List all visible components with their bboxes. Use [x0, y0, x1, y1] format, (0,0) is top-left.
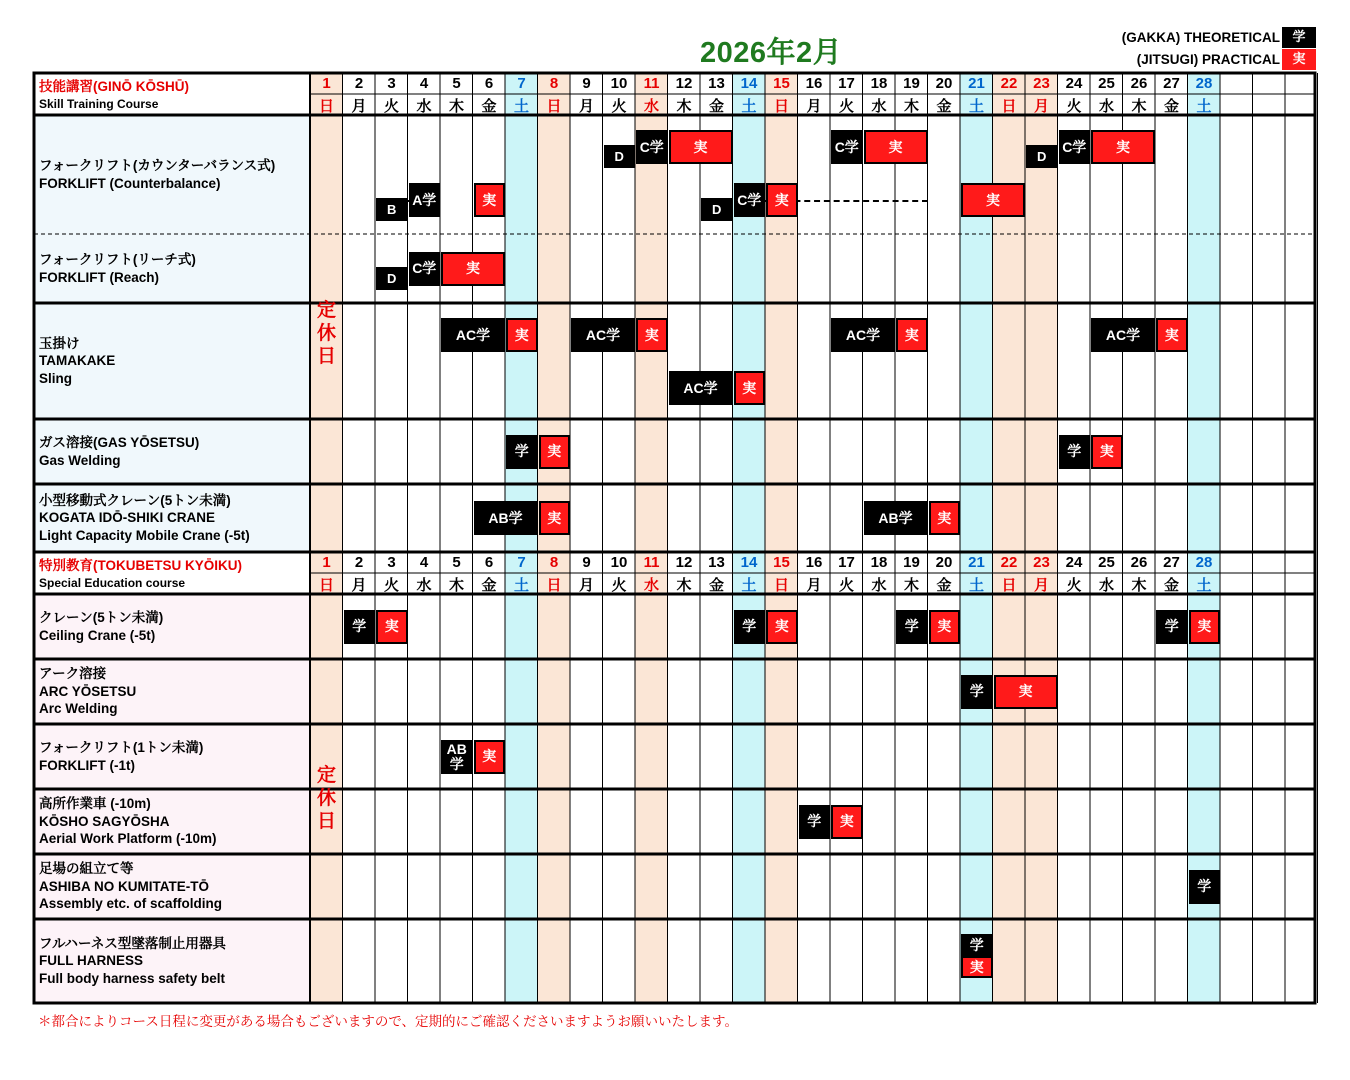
practical-block[interactable]: 実: [1189, 610, 1221, 644]
day-of-week: 水: [643, 98, 659, 115]
row-label-line: TAMAKAKE: [39, 353, 116, 369]
day-number: 13: [708, 75, 725, 92]
day-of-week: 月: [806, 577, 822, 594]
day-of-week: 水: [416, 577, 432, 594]
day-of-week: 月: [351, 577, 367, 594]
section-title-2: 特別教育(TOKUBETSU KYŌIKU): [39, 558, 243, 573]
theoretical-block[interactable]: AC学: [831, 318, 895, 352]
day-number: 20: [935, 554, 953, 571]
day-of-week: 月: [578, 98, 594, 115]
day-number: 18: [870, 554, 888, 571]
section-subtitle-2: Special Education course: [39, 576, 186, 590]
row-label-line: 玉掛け: [39, 335, 80, 351]
day-number: 14: [740, 554, 758, 571]
day-of-week: 水: [871, 577, 887, 594]
practical-block[interactable]: 実: [441, 252, 505, 286]
theoretical-block[interactable]: 学: [1059, 435, 1091, 469]
day-number: 16: [805, 75, 823, 92]
day-of-week: 木: [1131, 98, 1147, 115]
row-label-line: Light Capacity Mobile Crane (-5t): [39, 527, 250, 543]
row-label-2-0: [39, 609, 163, 644]
day-of-week: 木: [448, 577, 464, 594]
row-label-line: ARC YŌSETSU: [39, 683, 137, 699]
practical-block[interactable]: 実: [766, 183, 798, 217]
row-label-line: KOGATA IDŌ-SHIKI CRANE: [39, 510, 215, 526]
theoretical-block[interactable]: C学: [831, 130, 863, 164]
day-of-week: 木: [676, 98, 692, 115]
day-number: 24: [1065, 554, 1083, 571]
practical-block[interactable]: 実: [734, 371, 766, 405]
theoretical-block[interactable]: D: [604, 145, 636, 168]
day-of-week: 火: [838, 577, 854, 594]
theoretical-block[interactable]: 学: [896, 610, 928, 644]
day-number: 18: [870, 75, 888, 92]
day-shade-7: [505, 73, 538, 1003]
day-number: 6: [484, 554, 494, 571]
practical-block[interactable]: 実: [474, 740, 506, 774]
day-of-week: 木: [903, 577, 919, 594]
block-label: AB: [446, 740, 467, 757]
practical-block[interactable]: 実: [474, 183, 506, 217]
footnote: ＊都合によりコース日程に変更がある場合もございますので、定期的にご確認くださいますようお願いいたします。: [38, 1014, 738, 1029]
day-number: 26: [1130, 554, 1148, 571]
theoretical-block[interactable]: C学: [734, 183, 766, 217]
day-shade-8: [538, 73, 571, 1003]
row-label-2-1: [39, 665, 136, 718]
day-of-week: 金: [481, 98, 497, 115]
day-of-week: 土: [741, 98, 757, 115]
theoretical-block[interactable]: AC学: [441, 318, 505, 352]
holiday-char: 定: [316, 763, 336, 786]
practical-block[interactable]: 実: [864, 130, 928, 164]
row-label-line: アーク溶接: [39, 666, 107, 682]
theoretical-block[interactable]: 学: [734, 610, 766, 644]
practical-block[interactable]: 実: [766, 610, 798, 644]
day-number: 12: [675, 75, 693, 92]
day-of-week: 月: [1033, 98, 1049, 115]
practical-block[interactable]: 実: [636, 318, 668, 352]
day-number: 15: [773, 554, 790, 571]
day-number: 1: [322, 75, 331, 92]
row-label-1-1: [39, 251, 196, 286]
row-label-2-5: [39, 935, 226, 988]
row-label-1-0: [39, 157, 275, 192]
day-of-week: 火: [383, 577, 399, 594]
day-shade-11: [635, 73, 668, 1003]
day-of-week: 日: [773, 98, 789, 115]
day-of-week: 水: [1098, 98, 1114, 115]
day-number: 21: [968, 75, 985, 92]
day-number: 16: [805, 554, 823, 571]
day-number: 19: [903, 75, 920, 92]
practical-block[interactable]: 実: [1156, 318, 1188, 352]
practical-block[interactable]: 実: [896, 318, 928, 352]
day-of-week: 火: [611, 98, 627, 115]
day-number: 22: [1000, 554, 1018, 571]
holiday-char: 休: [316, 321, 336, 344]
day-number: 1: [322, 554, 331, 571]
theoretical-block[interactable]: B: [376, 198, 408, 221]
practical-block[interactable]: 実: [994, 675, 1058, 709]
row-label-line: フルハーネス型墜落制止用器具: [39, 935, 226, 951]
theoretical-block[interactable]: 学: [344, 610, 376, 644]
day-shade-28: [1188, 73, 1221, 1003]
day-of-week: 木: [903, 98, 919, 115]
day-number: 27: [1163, 75, 1180, 92]
theoretical-block[interactable]: C学: [409, 252, 441, 286]
day-of-week: 金: [936, 98, 952, 115]
practical-block[interactable]: 実: [961, 183, 1025, 217]
row-label-line: FORKLIFT (-1t): [39, 757, 135, 773]
row-label-line: Arc Welding: [39, 701, 118, 717]
day-of-week: 火: [383, 98, 399, 115]
day-number: 28: [1195, 554, 1213, 571]
holiday-mark-1: [310, 299, 343, 368]
row-label-line: KŌSHO SAGYŌSHA: [39, 813, 170, 829]
day-number: 12: [675, 554, 693, 571]
day-number: 5: [452, 75, 461, 92]
day-of-week: 水: [643, 577, 659, 594]
day-of-week: 金: [1163, 577, 1179, 594]
day-number: 22: [1000, 75, 1018, 92]
day-of-week: 月: [1033, 577, 1049, 594]
row-label-line: ガス溶接(GAS YŌSETSU): [39, 435, 200, 450]
row-label-line: Sling: [39, 370, 72, 386]
day-number: 4: [419, 75, 429, 92]
practical-block[interactable]: 実: [539, 501, 571, 535]
day-of-week: 土: [513, 577, 529, 594]
row-label-line: Assembly etc. of scaffolding: [39, 896, 223, 912]
day-of-week: 土: [513, 98, 529, 115]
day-of-week: 水: [416, 98, 432, 115]
row-label-line: FORKLIFT (Counterbalance): [39, 175, 221, 191]
day-of-week: 日: [546, 98, 562, 115]
theoretical-block[interactable]: AC学: [571, 318, 635, 352]
practical-block[interactable]: 実: [831, 805, 863, 839]
day-shade-1: [310, 73, 343, 1003]
practical-block[interactable]: 実: [669, 130, 733, 164]
practical-block[interactable]: 実: [929, 501, 961, 535]
day-of-week: 月: [351, 98, 367, 115]
day-of-week: 日: [773, 577, 789, 594]
row-label-line: フォークリフト(カウンターバランス式): [39, 158, 276, 173]
row-label-2-4: [39, 860, 222, 913]
legend-theoretical-chip: 学: [1282, 27, 1316, 48]
row-label-line: Full body harness safety belt: [39, 970, 226, 986]
holiday-char: 休: [316, 786, 336, 809]
holiday-mark-2: [310, 764, 343, 833]
row-label-line: 小型移動式クレーン(5トン未満): [39, 492, 231, 508]
day-number: 25: [1098, 75, 1115, 92]
row-label-line: ASHIBA NO KUMITATE-TŌ: [39, 878, 209, 894]
row-label-line: Ceiling Crane (-5t): [39, 627, 156, 643]
holiday-char: 定: [316, 298, 336, 321]
day-number: 3: [387, 554, 396, 571]
row-label-1-3: [39, 434, 199, 469]
day-of-week: 土: [741, 577, 757, 594]
day-number: 9: [582, 554, 591, 571]
day-number: 25: [1098, 554, 1115, 571]
day-of-week: 木: [1131, 577, 1147, 594]
practical-block[interactable]: 実: [929, 610, 961, 644]
day-number: 9: [582, 75, 591, 92]
page-title: 2026年2月: [700, 37, 843, 69]
day-of-week: 金: [708, 577, 724, 594]
day-number: 10: [610, 75, 628, 92]
row-label-line: FULL HARNESS: [39, 953, 144, 969]
legend-practical-label: (JITSUGI) PRACTICAL: [1136, 52, 1280, 67]
day-number: 11: [643, 75, 660, 92]
practical-block[interactable]: 実: [376, 610, 408, 644]
block-label: 学: [449, 755, 464, 772]
day-of-week: 日: [1001, 577, 1017, 594]
practical-block[interactable]: 実: [1091, 435, 1123, 469]
day-of-week: 月: [806, 98, 822, 115]
day-of-week: 金: [708, 98, 724, 115]
day-of-week: 土: [968, 98, 984, 115]
day-of-week: 日: [318, 577, 334, 594]
day-of-week: 水: [871, 98, 887, 115]
day-number: 4: [419, 554, 429, 571]
row-label-line: 高所作業車 (-10m): [39, 796, 151, 812]
row-label-line: フォークリフト(リーチ式): [39, 252, 196, 267]
day-number: 8: [549, 75, 559, 92]
day-number: 20: [935, 75, 953, 92]
theoretical-block[interactable]: [441, 740, 473, 774]
row-label-line: クレーン(5トン未満): [39, 610, 164, 625]
day-of-week: 金: [936, 577, 952, 594]
day-number: 24: [1065, 75, 1083, 92]
theoretical-block[interactable]: D: [376, 267, 408, 290]
day-number: 23: [1033, 554, 1050, 571]
row-label-line: Aerial Work Platform (-10m): [39, 831, 217, 847]
day-of-week: 火: [611, 577, 627, 594]
day-number: 15: [773, 75, 790, 92]
day-of-week: 土: [1196, 98, 1212, 115]
day-number: 2: [354, 554, 364, 571]
day-number: 23: [1033, 75, 1050, 92]
day-of-week: 水: [1098, 577, 1114, 594]
row-label-1-2: [39, 335, 115, 388]
theoretical-block[interactable]: AC学: [1091, 318, 1155, 352]
theoretical-block[interactable]: AB学: [474, 501, 538, 535]
day-number: 17: [838, 75, 855, 92]
theoretical-block[interactable]: AC学: [669, 371, 733, 405]
day-number: 6: [484, 75, 494, 92]
day-of-week: 金: [1163, 98, 1179, 115]
legend-theoretical-label: (GAKKA) THEORETICAL: [1121, 30, 1280, 45]
theoretical-block[interactable]: AB学: [864, 501, 928, 535]
theoretical-block[interactable]: 学: [799, 805, 831, 839]
day-number: 11: [643, 554, 660, 571]
day-number: 27: [1163, 554, 1180, 571]
holiday-char: 日: [316, 809, 336, 832]
day-number: 3: [387, 75, 396, 92]
day-of-week: 火: [1066, 577, 1082, 594]
practical-block[interactable]: 実: [1091, 130, 1155, 164]
day-number: 21: [968, 554, 985, 571]
day-shade-23: [1025, 73, 1058, 1003]
row-label-line: 足場の組立て等: [39, 861, 134, 877]
theoretical-block[interactable]: C学: [1059, 130, 1091, 164]
theoretical-block[interactable]: 学: [961, 675, 993, 709]
day-of-week: 土: [968, 577, 984, 594]
day-of-week: 日: [318, 98, 334, 115]
day-of-week: 日: [546, 577, 562, 594]
day-number: 14: [740, 75, 758, 92]
day-number: 7: [517, 75, 526, 92]
row-label-2-2: [39, 739, 203, 774]
practical-block[interactable]: 実: [539, 435, 571, 469]
practical-block[interactable]: 実: [961, 956, 993, 978]
day-number: 26: [1130, 75, 1148, 92]
row-label-2-3: [39, 795, 217, 848]
theoretical-block[interactable]: A学: [409, 183, 441, 217]
theoretical-block[interactable]: D: [1026, 145, 1058, 168]
day-number: 17: [838, 554, 855, 571]
day-number: 28: [1195, 75, 1213, 92]
theoretical-block[interactable]: 学: [1156, 610, 1188, 644]
row-label-line: FORKLIFT (Reach): [39, 269, 159, 285]
day-number: 13: [708, 554, 725, 571]
day-number: 5: [452, 554, 461, 571]
legend-practical-chip: 実: [1282, 49, 1316, 70]
day-number: 2: [354, 75, 364, 92]
day-of-week: 日: [1001, 98, 1017, 115]
section-title-1: 技能講習(GINŌ KŌSHŪ): [39, 79, 189, 94]
holiday-char: 日: [316, 344, 336, 367]
theoretical-block[interactable]: 学: [506, 435, 538, 469]
day-number: 7: [517, 554, 526, 571]
row-label-1-4: [39, 492, 250, 545]
day-of-week: 火: [838, 98, 854, 115]
day-number: 10: [610, 554, 628, 571]
theoretical-block[interactable]: C学: [636, 130, 668, 164]
day-of-week: 月: [578, 577, 594, 594]
theoretical-block[interactable]: D: [701, 198, 733, 221]
day-of-week: 木: [448, 98, 464, 115]
row-label-line: フォークリフト(1トン未満): [39, 740, 204, 755]
day-of-week: 金: [481, 577, 497, 594]
row-label-line: Gas Welding: [39, 452, 121, 468]
day-number: 19: [903, 554, 920, 571]
practical-block[interactable]: 実: [506, 318, 538, 352]
theoretical-block[interactable]: 学: [961, 934, 993, 956]
day-of-week: 火: [1066, 98, 1082, 115]
day-of-week: 木: [676, 577, 692, 594]
day-of-week: 土: [1196, 577, 1212, 594]
theoretical-block[interactable]: 学: [1189, 870, 1221, 904]
day-number: 8: [549, 554, 559, 571]
section-subtitle-1: Skill Training Course: [39, 97, 159, 111]
